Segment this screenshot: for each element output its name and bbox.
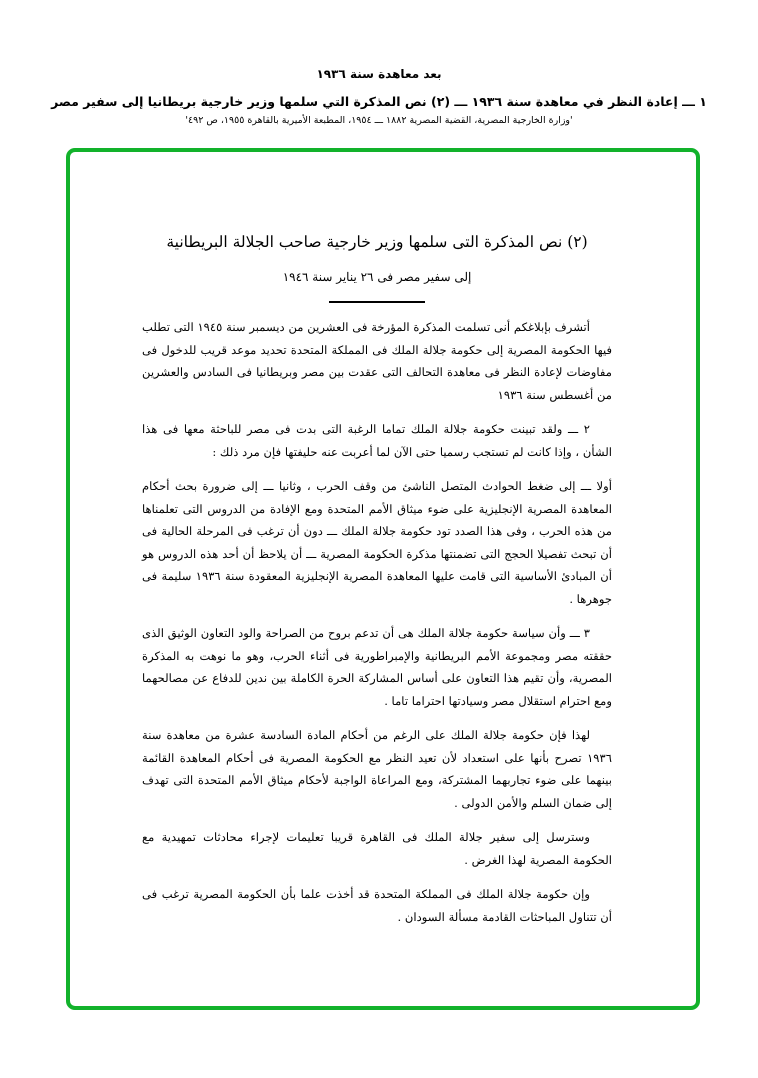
title-divider: [329, 301, 425, 303]
section-subtitle: ١ ـــ إعادة النظر في معاهدة سنة ١٩٣٦ ـــ (٢) نص المذكرة التي سلمها وزير خارجية بريطانيا إلى سفير مصر: [51, 94, 707, 109]
paragraph-text: لهذا فإن حكومة جلالة الملك على الرغم من أحكام المادة السادسة عشرة من معاهدة سنة ١٩٣٦ تصرح بأنها على استعداد لأن تعيد النظر مع الحكومة المصرية فى أحكام المعاهدة القائمة بينهما على ضوء تجاربهما المشتركة، ومع المراعاة الواجبة لأحكام ميثاق الأمم المتحدة التى تهدف إلى ضمان السلم والأمن الدولى .: [142, 728, 612, 810]
document-date-line: إلى سفير مصر فى ٢٦ يناير سنة ١٩٤٦: [282, 270, 472, 284]
paragraph-text: وإن حكومة جلالة الملك فى المملكة المتحدة قد أخذت علما بأن الحكومة المصرية ترغب فى أن تتناول المباحثات القادمة مسألة السودان .: [142, 887, 612, 924]
paragraph-text: وسترسل إلى سفير جلالة الملك فى القاهرة قريبا تعليمات لإجراء محادثات تمهيدية مع الحكومة المصرية لهذا الغرض .: [142, 830, 612, 867]
paragraph-4: [142, 622, 612, 712]
paragraph-6: [142, 826, 612, 871]
paragraph-text: ٢ ـــ ولقد تبينت حكومة جلالة الملك تماما الرغبة التى بدت فى مصر للباحثة معها فى هذا الشأن ، وإذا كانت لم تستجب رسميا حتى الآن لما أعربت عنه حليفتها فإن مرد ذلك :: [142, 422, 612, 459]
scanned-document: [142, 152, 612, 928]
paragraph-text: أتشرف بإبلاغكم أنى تسلمت المذكرة المؤرخة فى العشرين من ديسمبر سنة ١٩٤٥ التى تطلب فيها الحكومة المصرية إلى حكومة جلالة الملك فى المملكة المتحدة تحديد موعد قريب للدخول فى مفاوضات لإعادة النظر فى معاهدة التحالف التى عقدت بين مصر وبريطانيا فى السادس والعشرين من أغسطس سنة ١٩٣٦: [142, 320, 612, 402]
source-citation: 'وزارة الخارجية المصرية، القضية المصرية ١٨٨٢ ـــ ١٩٥٤، المطبعة الأميرية بالقاهرة ١٩٥٥، ص ٤٩٢': [185, 115, 573, 126]
paragraph-7: [142, 883, 612, 928]
paragraph-5: [142, 724, 612, 814]
paragraph-2: [142, 418, 612, 463]
paragraph-3: [142, 475, 612, 610]
section-title: بعد معاهدة سنة ١٩٣٦: [316, 67, 442, 81]
document-title: (٢) نص المذكرة التى سلمها وزير خارجية صاحب الجلالة البريطانية: [166, 233, 588, 251]
page-header: [0, 60, 758, 128]
paragraph-1: [142, 316, 612, 406]
paragraph-text: ٣ ـــ وأن سياسة حكومة جلالة الملك هى أن تدعم بروح من الصراحة والود التعاون الوثيق الذى حققته مصر ومجموعة الأمم البريطانية والإمبراطورية فى أثناء الحرب، وهو ما نوهت به المذكرة المصرية، وأن تقيم هذا التعاون على أساس المشاركة الحرة الكاملة بين ندين للدفاع عن مصالحهما ومع احترام استقلال مصر وسيادتها احتراما تاما .: [142, 626, 612, 708]
document-frame: [66, 148, 700, 1010]
paragraph-text: أولا ـــ إلى ضغط الحوادث المتصل الناشئ من وقف الحرب ، وثانيا ـــ إلى ضرورة بحث أحكام المعاهدة المصرية الإنجليزية على ضوء ميثاق الأمم المتحدة ومع الإفادة من الدروس التى تعلمناها من هذه الحرب ، وفى هذا الصدد تود حكومة جلالة الملك ـــ دون أن ترغب فى المرحلة الحالية فى أن تبحث تفصيلا الحجج التى تضمنتها مذكرة الحكومة المصرية ـــ أن يلاحظ أن أحد هذه الدروس هو أن المبادئ الأساسية التى قامت عليها المعاهدة المصرية الإنجليزية المعقودة سنة ١٩٣٦ سليمة فى جوهرها .: [142, 479, 612, 606]
